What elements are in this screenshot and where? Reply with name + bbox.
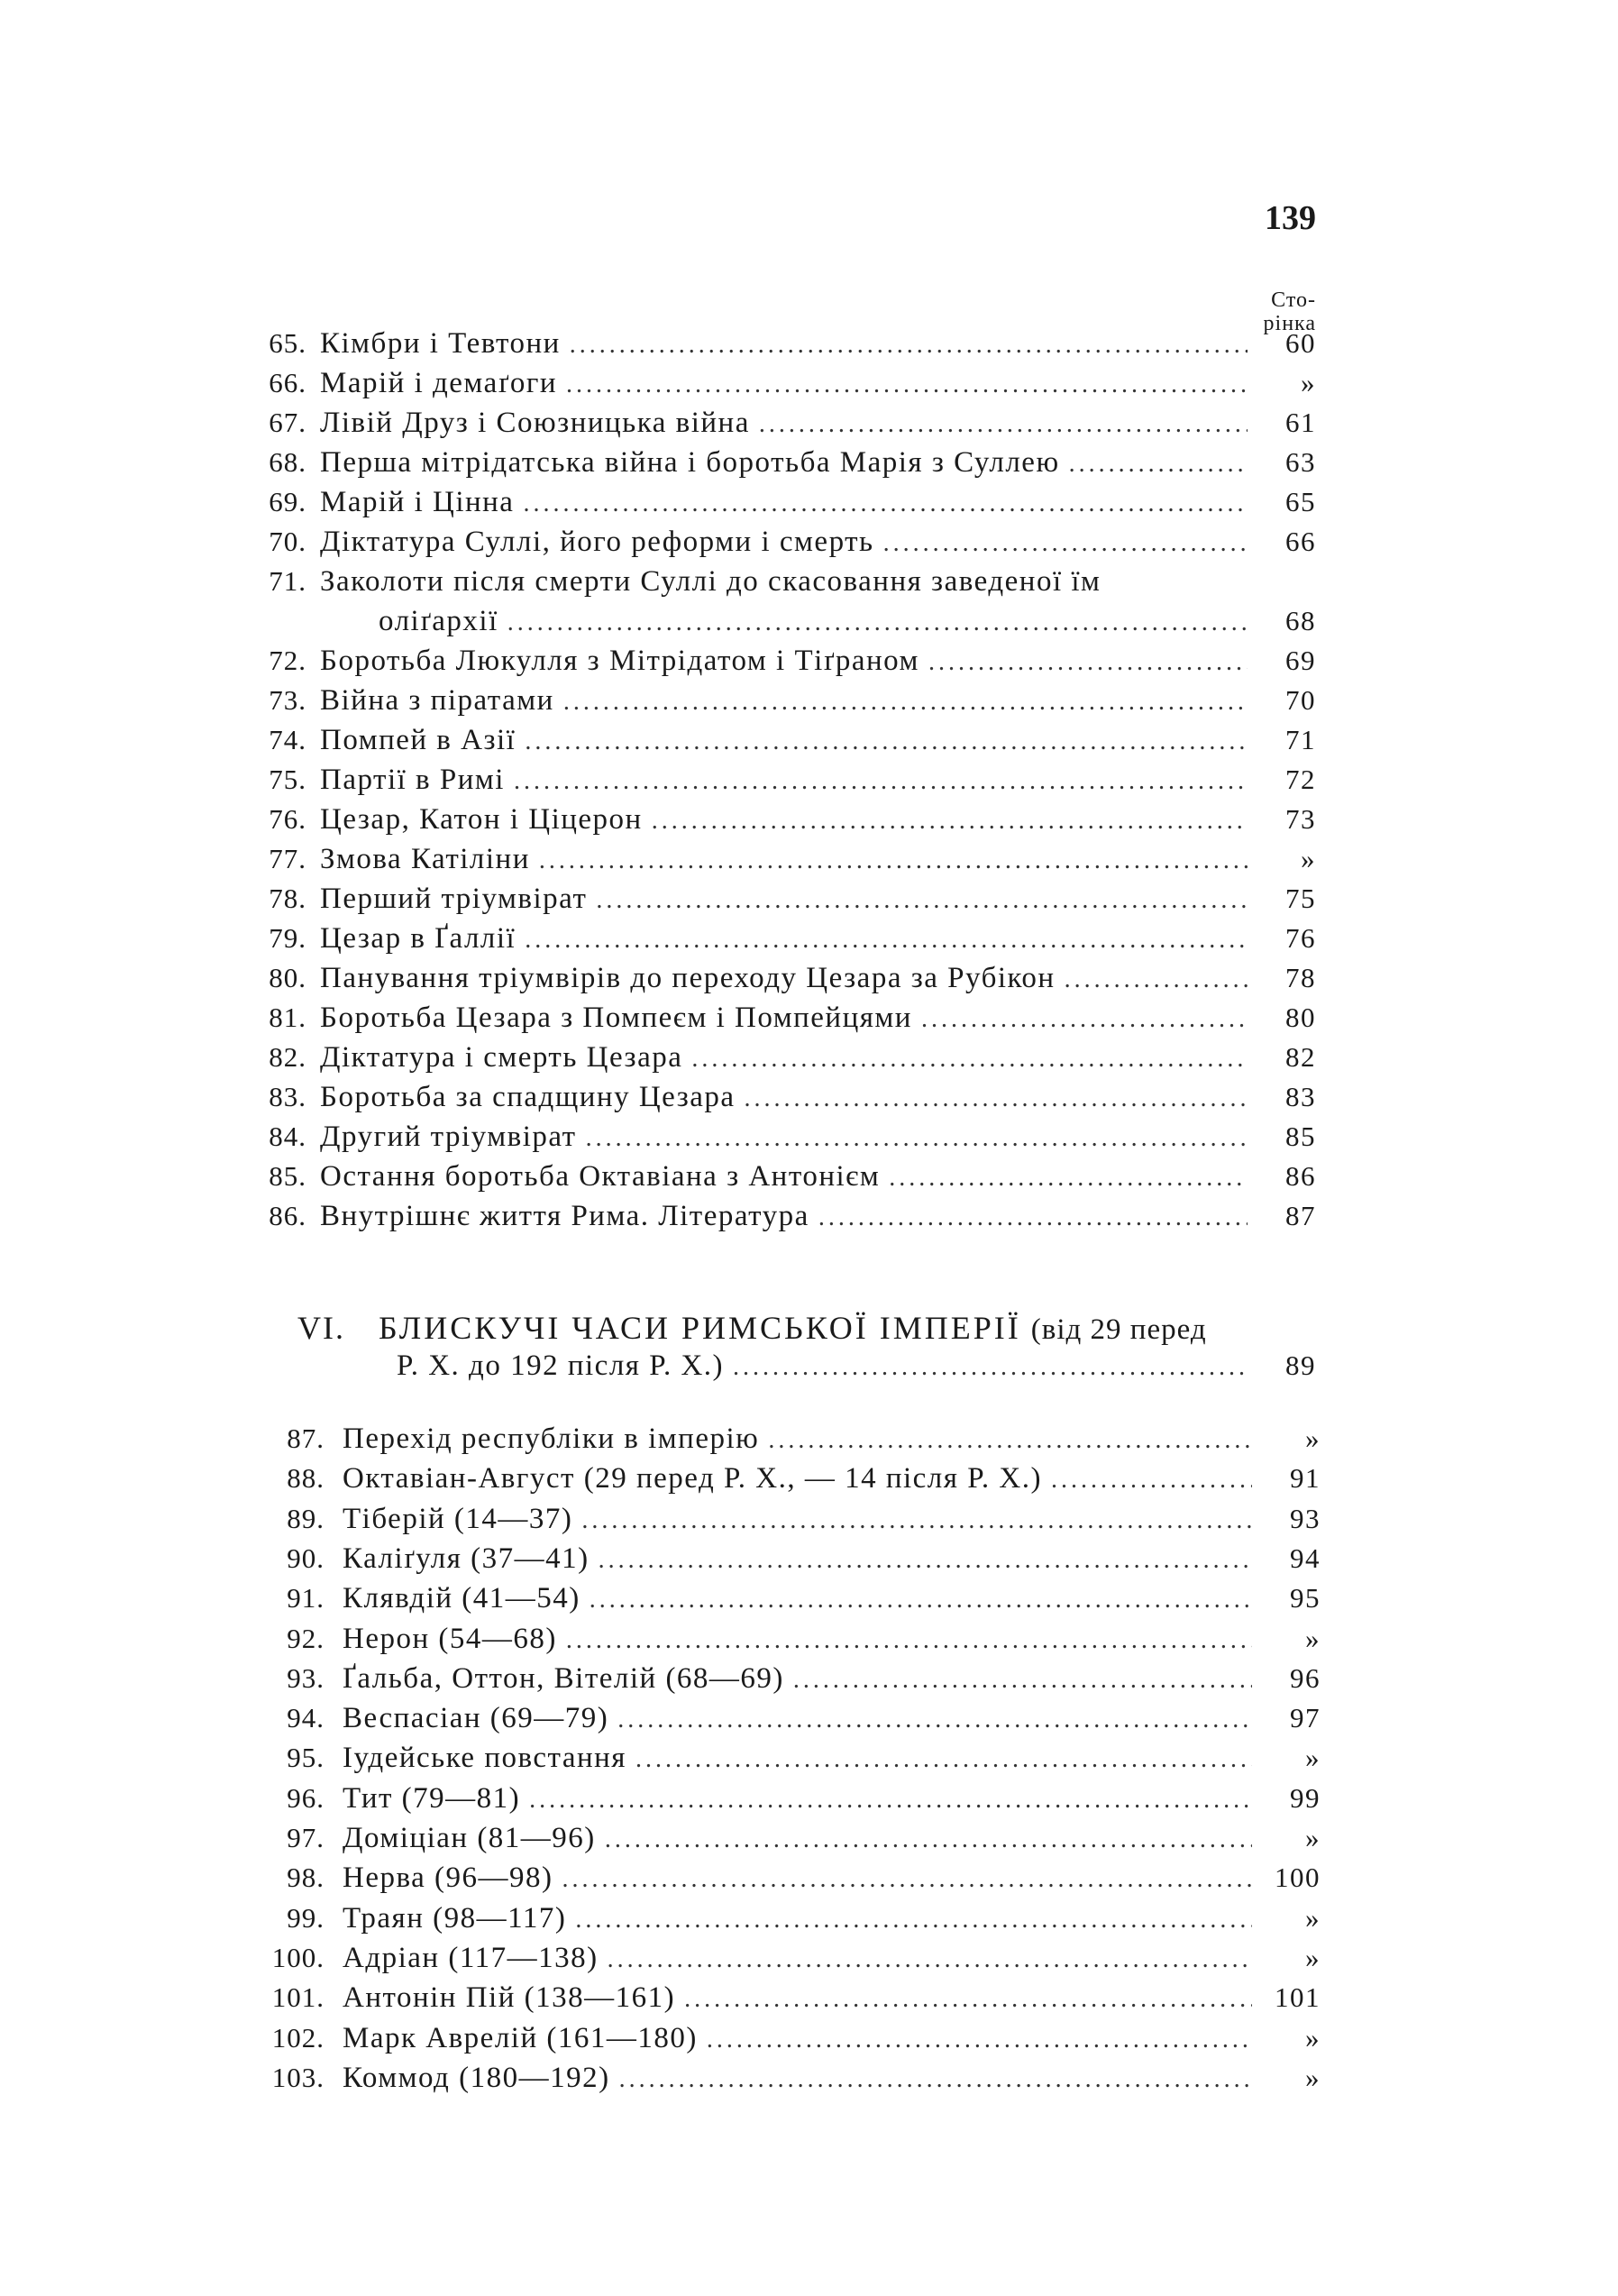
entry-title: Цезар, Катон і Ціцерон (320, 803, 643, 836)
entry-number: 87. (287, 1422, 325, 1454)
entry-title: Іудейське повстання (343, 1742, 626, 1774)
entry-title: Кімбри і Тевтони (320, 327, 561, 360)
toc-entry (0, 483, 1618, 521)
entry-page: 63 (1285, 446, 1316, 478)
dot-leader (745, 1080, 1248, 1118)
dot-leader (617, 1701, 1252, 1739)
entry-page: 82 (1285, 1041, 1316, 1073)
entry-row (320, 840, 1316, 880)
entry-row (343, 1500, 1321, 1540)
dot-leader (793, 1661, 1252, 1699)
dot-leader (759, 406, 1248, 444)
entry-page: 101 (1275, 1981, 1321, 2013)
toc-entry (0, 2059, 1618, 2097)
toc-entry (0, 1699, 1618, 1737)
entry-row (343, 1819, 1321, 1859)
entry-title: Другий тріумвірат (320, 1121, 577, 1153)
entry-title: Коммод (180—192) (343, 2062, 610, 2094)
entry-title: Нерон (54—68) (343, 1623, 557, 1655)
toc-entry (0, 1979, 1618, 2017)
entry-page: » (1305, 1742, 1321, 1773)
entry-title: Внутрішнє життя Рима. Література (320, 1200, 809, 1232)
entry-title: Октавіан-Август (29 перед Р. Х., — 14 після Р. Х.) (343, 1462, 1042, 1495)
entry-number: 73. (269, 684, 306, 716)
entry-title: Цезар в Ґаллії (320, 922, 516, 955)
entry-number: 75. (269, 764, 306, 795)
dot-leader (529, 1781, 1252, 1819)
dot-leader (523, 485, 1248, 523)
entry-page: 60 (1285, 327, 1316, 359)
entry-title: Марій і Цінна (320, 486, 515, 518)
entry-row (320, 681, 1316, 721)
entry-number: 66. (269, 367, 306, 398)
section-page: 89 (1285, 1349, 1316, 1381)
toc-entry (0, 602, 1618, 640)
dot-leader (575, 1901, 1252, 1939)
entry-page: 69 (1285, 645, 1316, 676)
toc-entry (0, 1779, 1618, 1817)
entry-page: 99 (1290, 1782, 1321, 1814)
dot-leader (514, 763, 1248, 800)
toc-entry (0, 1500, 1618, 1538)
toc-entry (0, 880, 1618, 918)
entry-number: 93. (287, 1662, 325, 1694)
entry-page: » (1305, 2062, 1321, 2093)
toc-entry (0, 1038, 1618, 1076)
entry-page: 96 (1290, 1662, 1321, 1694)
dot-leader (605, 1821, 1252, 1859)
entry-row (343, 1579, 1321, 1619)
dot-leader (707, 2021, 1252, 2059)
entry-row (320, 1197, 1316, 1237)
entry-number: 96. (287, 1782, 325, 1814)
entry-number: 102. (271, 2022, 325, 2054)
entry-row (343, 1660, 1321, 1699)
entry-page: 85 (1285, 1121, 1316, 1152)
entry-title: Доміціан (81—96) (343, 1822, 596, 1854)
entry-page: » (1305, 2022, 1321, 2054)
entry-row (343, 2059, 1321, 2099)
dot-leader (768, 1422, 1252, 1459)
entry-row (320, 761, 1316, 800)
entry-page: » (1305, 1942, 1321, 1973)
dot-leader (1065, 961, 1248, 999)
dot-leader (928, 644, 1248, 681)
toc-entry (0, 1859, 1618, 1897)
entry-page: » (1305, 1623, 1321, 1654)
entry-page: » (1305, 1422, 1321, 1454)
toc-entry (0, 642, 1618, 680)
toc-entry (0, 1078, 1618, 1116)
entry-row (379, 602, 1316, 642)
entry-page: 87 (1285, 1200, 1316, 1231)
entry-title: Ґальба, Оттон, Вітелій (68—69) (343, 1662, 784, 1695)
entry-page: 80 (1285, 1002, 1316, 1033)
entry-number: 70. (269, 526, 306, 557)
entry-page: 100 (1275, 1861, 1321, 1893)
toc-entry (0, 523, 1618, 561)
toc-entry (0, 761, 1618, 799)
dot-leader (525, 723, 1248, 761)
entry-title: Діктатура Суллі, його реформи і смерть (320, 526, 874, 558)
entry-number: 101. (271, 1981, 325, 2013)
entry-number: 91. (287, 1582, 325, 1614)
entry-title: оліґархії (379, 605, 498, 637)
entry-page: 76 (1285, 922, 1316, 954)
entry-number: 80. (269, 962, 306, 993)
dot-leader (581, 1502, 1252, 1540)
dot-leader (525, 921, 1248, 959)
entry-page: 71 (1285, 724, 1316, 755)
entry-row (320, 364, 1316, 404)
entry-row (320, 483, 1316, 523)
entry-row (320, 563, 1316, 600)
section-subtitle-row (397, 1347, 1316, 1386)
toc-entry (0, 1540, 1618, 1578)
entry-number: 84. (269, 1121, 306, 1152)
entry-row (320, 325, 1316, 364)
entry-row (343, 1420, 1321, 1459)
entry-row (343, 1540, 1321, 1579)
toc-entry (0, 1819, 1618, 1857)
entry-row (320, 642, 1316, 681)
toc-entry (0, 1420, 1618, 1458)
toc-entry (0, 1899, 1618, 1937)
section-subtitle-part1: (від 29 перед (1030, 1313, 1207, 1346)
entry-title: Остання боротьба Октавіана з Антонієм (320, 1160, 881, 1193)
entry-title: Тит (79—81) (343, 1782, 521, 1815)
entry-page: 70 (1285, 684, 1316, 716)
entry-number: 97. (287, 1822, 325, 1853)
entry-number: 86. (269, 1200, 306, 1231)
dot-leader (507, 604, 1248, 642)
entry-row (343, 1459, 1321, 1499)
entry-title: Тіберій (14—37) (343, 1503, 573, 1535)
entry-number: 92. (287, 1623, 325, 1654)
entry-number: 77. (269, 843, 306, 874)
entry-number: 67. (269, 407, 306, 438)
toc-entry (0, 364, 1618, 402)
entry-number: 78. (269, 883, 306, 914)
entry-page: 83 (1285, 1081, 1316, 1112)
entry-page: 65 (1285, 486, 1316, 517)
entry-row (320, 404, 1316, 444)
dot-leader (566, 366, 1248, 404)
entry-page: 68 (1285, 605, 1316, 636)
entry-title: Боротьба Люкулля з Мітрідатом і Тіґраном (320, 645, 919, 677)
entry-title: Перший тріумвірат (320, 883, 588, 915)
dot-leader (562, 1861, 1252, 1898)
page-number: 139 (1265, 199, 1316, 237)
dot-leader (818, 1199, 1248, 1237)
entry-page: » (1301, 843, 1316, 874)
entry-page: 91 (1290, 1462, 1321, 1494)
entry-number: 95. (287, 1742, 325, 1773)
entry-title: Антонін Пій (138—161) (343, 1981, 676, 2014)
entry-row (343, 1859, 1321, 1898)
toc-entry (0, 563, 1618, 600)
toc-entry (0, 959, 1618, 997)
dot-leader (590, 1581, 1252, 1619)
entry-number: 100. (271, 1942, 325, 1973)
entry-number: 94. (287, 1702, 325, 1733)
entry-number: 98. (287, 1861, 325, 1893)
entry-page: 61 (1285, 407, 1316, 438)
entry-row (343, 1699, 1321, 1739)
entry-row (320, 523, 1316, 563)
dot-leader (921, 1001, 1248, 1038)
toc-entry (0, 1939, 1618, 1977)
toc-entry (0, 999, 1618, 1037)
entry-page: 75 (1285, 883, 1316, 914)
entry-number: 82. (269, 1041, 306, 1073)
entry-row (320, 880, 1316, 919)
entry-page: 72 (1285, 764, 1316, 795)
entry-page: 66 (1285, 526, 1316, 557)
dot-leader (1069, 445, 1248, 483)
dot-leader (652, 802, 1248, 840)
entry-title: Марк Аврелій (161—180) (343, 2022, 698, 2054)
dot-leader (586, 1120, 1248, 1157)
entry-title: Марій і демаґоги (320, 367, 558, 399)
entry-title: Веспасіан (69—79) (343, 1702, 609, 1734)
entry-number: 68. (269, 446, 306, 478)
dot-leader (635, 1741, 1252, 1779)
toc-entry (0, 800, 1618, 838)
entry-page: 94 (1290, 1542, 1321, 1574)
entry-number: 83. (269, 1081, 306, 1112)
section-title: БЛИСКУЧІ ЧАСИ РИМСЬКОЇ ІМПЕРІЇ (379, 1310, 1021, 1346)
toc-entry (0, 1579, 1618, 1617)
entry-title: Траян (98—117) (343, 1902, 567, 1935)
entry-row (320, 721, 1316, 761)
entry-number: 88. (287, 1462, 325, 1494)
entry-number: 69. (269, 486, 306, 517)
entry-number: 71. (269, 565, 306, 597)
entry-row (320, 800, 1316, 840)
entry-number: 81. (269, 1002, 306, 1033)
entry-page: 95 (1290, 1582, 1321, 1614)
entry-title: Змова Катіліни (320, 843, 530, 875)
dot-leader (883, 525, 1248, 563)
entry-number: 99. (287, 1902, 325, 1934)
entry-number: 72. (269, 645, 306, 676)
dot-leader (563, 683, 1248, 721)
entry-title: Клявдій (41—54) (343, 1582, 580, 1615)
entry-page: » (1305, 1902, 1321, 1934)
entry-number: 85. (269, 1160, 306, 1192)
dot-leader (1051, 1461, 1252, 1499)
dot-leader (733, 1349, 1248, 1386)
dot-leader (566, 1622, 1252, 1660)
entry-title: Війна з піратами (320, 684, 554, 717)
entry-page: » (1305, 1822, 1321, 1853)
entry-number: 103. (271, 2062, 325, 2093)
toc-entry (0, 2019, 1618, 2057)
entry-title: Заколоти після смерти Суллі до скасовання заведеної їм (320, 565, 1102, 598)
entry-page: 97 (1290, 1702, 1321, 1733)
entry-number: 65. (269, 327, 306, 359)
entry-title: Каліґуля (37—41) (343, 1542, 590, 1575)
toc-entry (0, 840, 1618, 878)
entry-row (320, 444, 1316, 483)
entry-row (343, 1899, 1321, 1939)
entry-number: 79. (269, 922, 306, 954)
entry-number: 76. (269, 803, 306, 835)
toc-entry (0, 1197, 1618, 1235)
entry-page: 86 (1285, 1160, 1316, 1192)
entry-row (343, 2019, 1321, 2059)
dot-leader (691, 1040, 1248, 1078)
entry-page: 93 (1290, 1503, 1321, 1534)
page-column-header: Сто- рінка (1263, 288, 1316, 335)
entry-title: Боротьба за спадщину Цезара (320, 1081, 736, 1113)
toc-entry (0, 1739, 1618, 1777)
entry-title: Панування тріумвірів до переходу Цезара за Рубікон (320, 962, 1056, 994)
entry-title: Партії в Римі (320, 764, 505, 796)
entry-row (320, 959, 1316, 999)
toc-entry (0, 325, 1618, 362)
section-subtitle-part2: Р. Х. до 192 після Р. Х.) (397, 1349, 725, 1382)
entry-number: 90. (287, 1542, 325, 1574)
entry-row (343, 1939, 1321, 1979)
entry-title: Боротьба Цезара з Помпеєм і Помпейцями (320, 1002, 912, 1034)
toc-entry (0, 404, 1618, 442)
toc-entry (0, 1620, 1618, 1658)
toc-entry (0, 444, 1618, 481)
entry-row (320, 1118, 1316, 1157)
dot-leader (596, 882, 1248, 919)
toc-entry (0, 681, 1618, 719)
dot-leader (539, 842, 1248, 880)
dot-leader (570, 326, 1248, 364)
entry-page: » (1301, 367, 1316, 398)
entry-row (320, 1157, 1316, 1197)
toc-entry (0, 919, 1618, 957)
section-heading (297, 1307, 1325, 1350)
dot-leader (608, 1941, 1252, 1979)
entry-page: 73 (1285, 803, 1316, 835)
entry-row (320, 919, 1316, 959)
entry-row (343, 1620, 1321, 1660)
entry-title: Адріан (117—138) (343, 1942, 599, 1974)
toc-entry (0, 1459, 1618, 1497)
entry-title: Нерва (96—98) (343, 1861, 553, 1894)
entry-title: Помпей в Азії (320, 724, 516, 756)
entry-row (343, 1979, 1321, 2018)
entry-row (343, 1779, 1321, 1819)
toc-entry (0, 1660, 1618, 1697)
entry-row (320, 1078, 1316, 1118)
section-roman-numeral: VI. (297, 1310, 345, 1346)
entry-page: 78 (1285, 962, 1316, 993)
toc-entry (0, 1157, 1618, 1195)
entry-title: Лівій Друз і Союзницька війна (320, 407, 750, 439)
entry-number: 89. (287, 1503, 325, 1534)
entry-row (343, 1739, 1321, 1779)
entry-row (320, 1038, 1316, 1078)
dot-leader (889, 1159, 1248, 1197)
entry-row (320, 999, 1316, 1038)
toc-entry (0, 1118, 1618, 1156)
toc-entry (0, 721, 1618, 759)
dot-leader (599, 1541, 1252, 1579)
entry-title: Перехід республіки в імперію (343, 1422, 760, 1455)
dot-leader (684, 1980, 1252, 2018)
entry-number: 74. (269, 724, 306, 755)
entry-title: Перша мітрідатська війна і боротьба Марія з Суллею (320, 446, 1060, 479)
dot-leader (619, 2061, 1252, 2099)
entry-title: Діктатура і смерть Цезара (320, 1041, 683, 1074)
